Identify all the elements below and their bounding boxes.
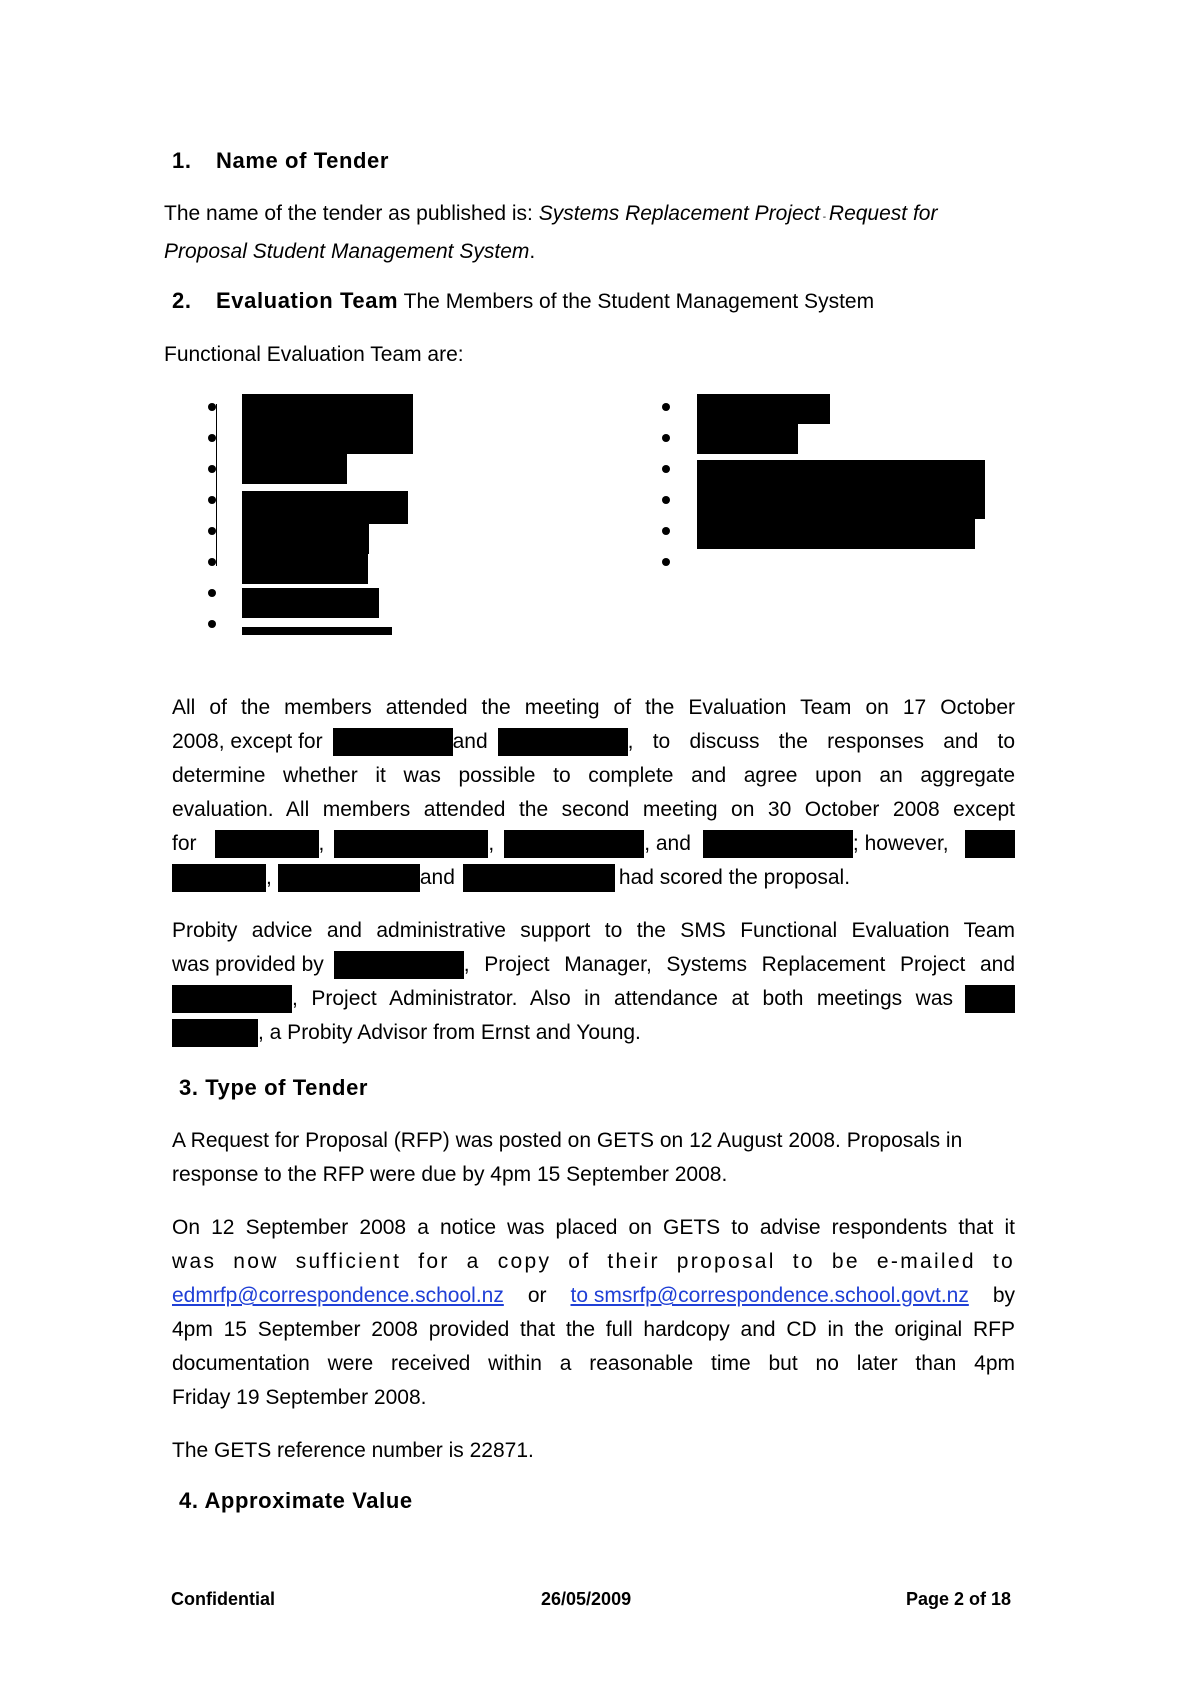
redaction-bar [697, 519, 975, 549]
notice-line-5: documentation were received within a reasonable time but no later than 4pm [172, 1352, 1015, 1375]
email-link-1[interactable]: edmrfp@correspondence.school.nz [172, 1284, 504, 1307]
attendance-text: for [172, 832, 197, 855]
redaction-bar [334, 951, 464, 979]
bullet [662, 465, 670, 473]
bullet [208, 465, 216, 473]
probity-text: , Project Administrator. Also in attendance at both meetings was [292, 987, 953, 1010]
bullet [662, 403, 670, 411]
tender-title-part-3: Proposal Student Management System [164, 240, 530, 263]
attendance-text: ; however, [852, 832, 949, 855]
attendance-text: , [318, 832, 325, 855]
section-2-heading [172, 288, 874, 314]
attendance-text: had scored the proposal. [618, 866, 851, 889]
section-1-number: 1. [172, 148, 192, 173]
tender-name-lead: The name of the tender as published is: [164, 202, 539, 225]
gets-reference: The GETS reference number is 22871. [172, 1439, 534, 1462]
email-link-2[interactable]: to smsrfp@correspondence.school.govt.nz [570, 1284, 969, 1307]
bullet [662, 496, 670, 504]
section-1-heading [172, 148, 389, 174]
attendance-line-2 [172, 725, 1015, 759]
redaction-bar [504, 830, 644, 858]
probity-text: , a Probity Advisor from Ernst and Young. [258, 1021, 641, 1044]
redaction-bar [463, 864, 615, 892]
redaction-bar [498, 728, 628, 756]
attendance-text: and [452, 730, 488, 753]
redaction-bar [242, 554, 368, 584]
probity-text: was provided by [172, 953, 324, 976]
notice-line-3 [172, 1279, 1015, 1313]
section-4-heading: 4. Approximate Value [179, 1488, 413, 1513]
probity-line-3 [172, 982, 1015, 1016]
bullet [208, 496, 216, 504]
bullet [208, 403, 216, 411]
redaction-bar [965, 830, 1015, 858]
tender-name-end: . [529, 240, 536, 263]
bullet [208, 620, 216, 628]
attendance-text: , [266, 866, 272, 889]
section-2-number: 2. [172, 288, 192, 313]
redaction-bar [697, 424, 798, 454]
notice-text-or: or [527, 1284, 547, 1307]
redaction-bar [242, 524, 369, 554]
attendance-text: 2008, except for [172, 730, 323, 753]
notice-line-1: On 12 September 2008 a notice was placed on GETS to advise respondents that it [172, 1216, 1015, 1239]
tender-name-line-2 [164, 235, 1024, 269]
tender-title-part-1: Systems Replacement Project [538, 202, 821, 225]
redaction-bar [334, 830, 488, 858]
redaction-bar [965, 985, 1015, 1013]
attendance-line-6 [172, 861, 1015, 895]
attendance-text: and [419, 866, 455, 889]
redaction-bar [242, 491, 408, 524]
probity-line-4 [172, 1016, 1015, 1050]
notice-text-by: by [992, 1284, 1015, 1307]
list-margin-line [216, 404, 217, 566]
bullet [208, 434, 216, 442]
redaction-bar [172, 864, 266, 892]
bullet [662, 434, 670, 442]
redaction-bar [242, 394, 413, 454]
footer-page-number: Page 2 of 18 [906, 1589, 1012, 1609]
attendance-line-4: evaluation. All members attended the second meeting on 30 October 2008 except [172, 798, 1015, 821]
team-intro-line-2: Functional Evaluation Team are: [164, 343, 464, 366]
attendance-text: , to discuss the responses and to [627, 730, 1015, 753]
redaction-bar [242, 454, 347, 484]
redaction-bar [333, 728, 453, 756]
tender-name-line-1 [164, 197, 1024, 235]
bullet [208, 589, 216, 597]
bullet [662, 558, 670, 566]
redaction-bar [172, 985, 292, 1013]
notice-line-4: 4pm 15 September 2008 provided that the full hardcopy and CD in the original RFP [172, 1318, 1015, 1341]
redaction-bar [703, 830, 853, 858]
notice-line-2: was now sufficient for a copy of their proposal to be e-mailed to [172, 1250, 1015, 1273]
attendance-text: , and [644, 832, 691, 855]
section-3-heading: 3. Type of Tender [179, 1075, 369, 1100]
tender-name-paragraph [164, 197, 1024, 269]
bullet [208, 558, 216, 566]
attendance-line-5 [172, 827, 1015, 861]
redaction-bar [172, 1019, 258, 1047]
redaction-bar [242, 627, 392, 635]
tender-title-part-2: Request for [828, 202, 938, 225]
redaction-bar [242, 588, 379, 618]
section-1-title: Name of Tender [216, 148, 390, 173]
redaction-bar [697, 460, 985, 519]
redaction-bar [278, 864, 420, 892]
probity-line-1: Probity advice and administrative support to the SMS Functional Evaluation Team [172, 919, 1015, 942]
redaction-bar [215, 830, 319, 858]
probity-line-2 [172, 948, 1015, 982]
footer-date: 26/05/2009 [541, 1589, 632, 1609]
notice-line-6: Friday 19 September 2008. [172, 1386, 427, 1409]
rfp-line-2: response to the RFP were due by 4pm 15 September 2008. [172, 1163, 728, 1186]
bullet [662, 527, 670, 535]
section-2-title: Evaluation Team [216, 288, 399, 313]
tender-title-separator: - [820, 212, 829, 223]
team-intro-line-1: The Members of the Student Management System [403, 290, 875, 313]
probity-text: , Project Manager, Systems Replacement Project and [463, 953, 1015, 976]
attendance-text: , [488, 832, 495, 855]
footer-confidential: Confidential [171, 1589, 275, 1609]
bullet [208, 527, 216, 535]
attendance-line-1: All of the members attended the meeting of the Evaluation Team on 17 October [172, 696, 1015, 719]
redaction-bar [697, 394, 830, 424]
rfp-line-1: A Request for Proposal (RFP) was posted on GETS on 12 August 2008. Proposals in [172, 1129, 963, 1152]
attendance-line-3: determine whether it was possible to complete and agree upon an aggregate [172, 764, 1015, 787]
